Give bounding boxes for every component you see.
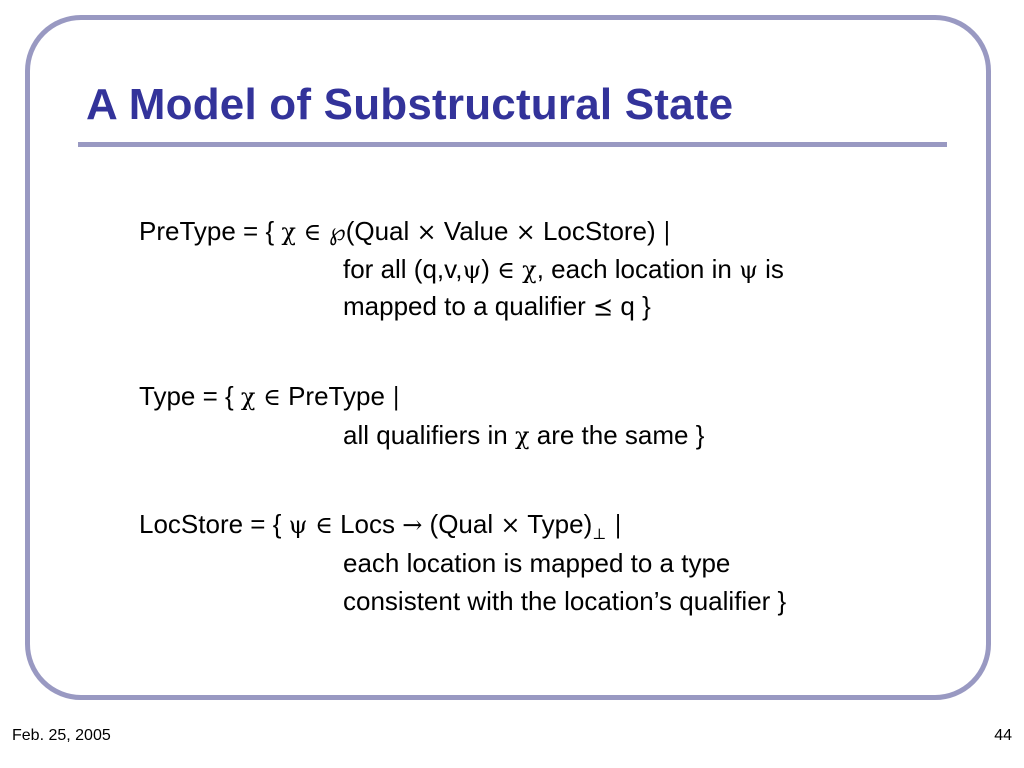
chi-symbol: χ [281,218,296,246]
pretype-line-3 [343,291,651,322]
type-condition-text: are the same } [529,420,705,450]
such-that-bar: | [392,383,401,411]
page-number: 44 [994,727,1012,744]
pretype-condition-text: q } [613,291,651,321]
psi-symbol: ψ [462,256,482,284]
bottom-subscript: ⊥ [592,525,607,543]
psi-symbol: ψ [739,256,758,284]
locstore-line-1 [139,509,622,549]
pretype-locstore: LocStore) [535,216,663,246]
psi-symbol: ψ [288,511,308,539]
times-symbol: × [515,218,536,246]
locstore-qual: (Qual [422,509,501,539]
type-condition-text: all qualifiers in [343,420,515,450]
pretype-condition-text: for all (q,v, [343,254,463,284]
slide-title: A Model of Substructural State [86,80,734,129]
element-of-symbol: ∈ [255,383,281,411]
such-that-bar: | [662,218,671,246]
such-that-bar: | [606,511,623,539]
locstore-lhs: LocStore = { [139,509,289,539]
arrow-symbol: → [402,511,423,539]
chi-symbol: χ [514,422,530,450]
pretype-condition-text: ) [481,254,498,284]
type-line-2 [343,420,704,451]
locstore-locs: Locs [332,509,403,539]
pretype-condition-text: mapped to a qualifier [343,291,594,321]
powerset-symbol: ℘ [328,218,346,246]
pretype-qual: (Qual [345,216,417,246]
element-of-symbol: ∈ [307,511,333,539]
times-symbol: × [416,218,437,246]
footer-date: Feb. 25, 2005 [12,727,111,744]
locstore-line-2: each location is mapped to a type [343,548,731,578]
element-of-symbol: ∈ [295,218,329,246]
pretype-condition-text: is [757,254,784,284]
times-symbol: × [500,511,521,539]
locstore-line-3: consistent with the location’s qualifier } [343,586,787,616]
element-of-symbol: ∈ [497,256,515,284]
chi-symbol: χ [522,256,537,284]
title-underline [78,142,947,147]
pretype-value: Value [436,216,516,246]
precedes-symbol: ⪯ [593,293,614,321]
pretype-line-1 [139,216,671,247]
chi-symbol: χ [240,383,256,411]
pretype-line-2 [343,254,784,285]
type-lhs: Type = { [139,381,241,411]
pretype-lhs: PreType = { [139,216,282,246]
pretype-condition-text: , each location in [536,254,740,284]
type-line-1 [139,381,400,412]
type-pretype: PreType [280,381,393,411]
locstore-type: Type) [520,509,593,539]
